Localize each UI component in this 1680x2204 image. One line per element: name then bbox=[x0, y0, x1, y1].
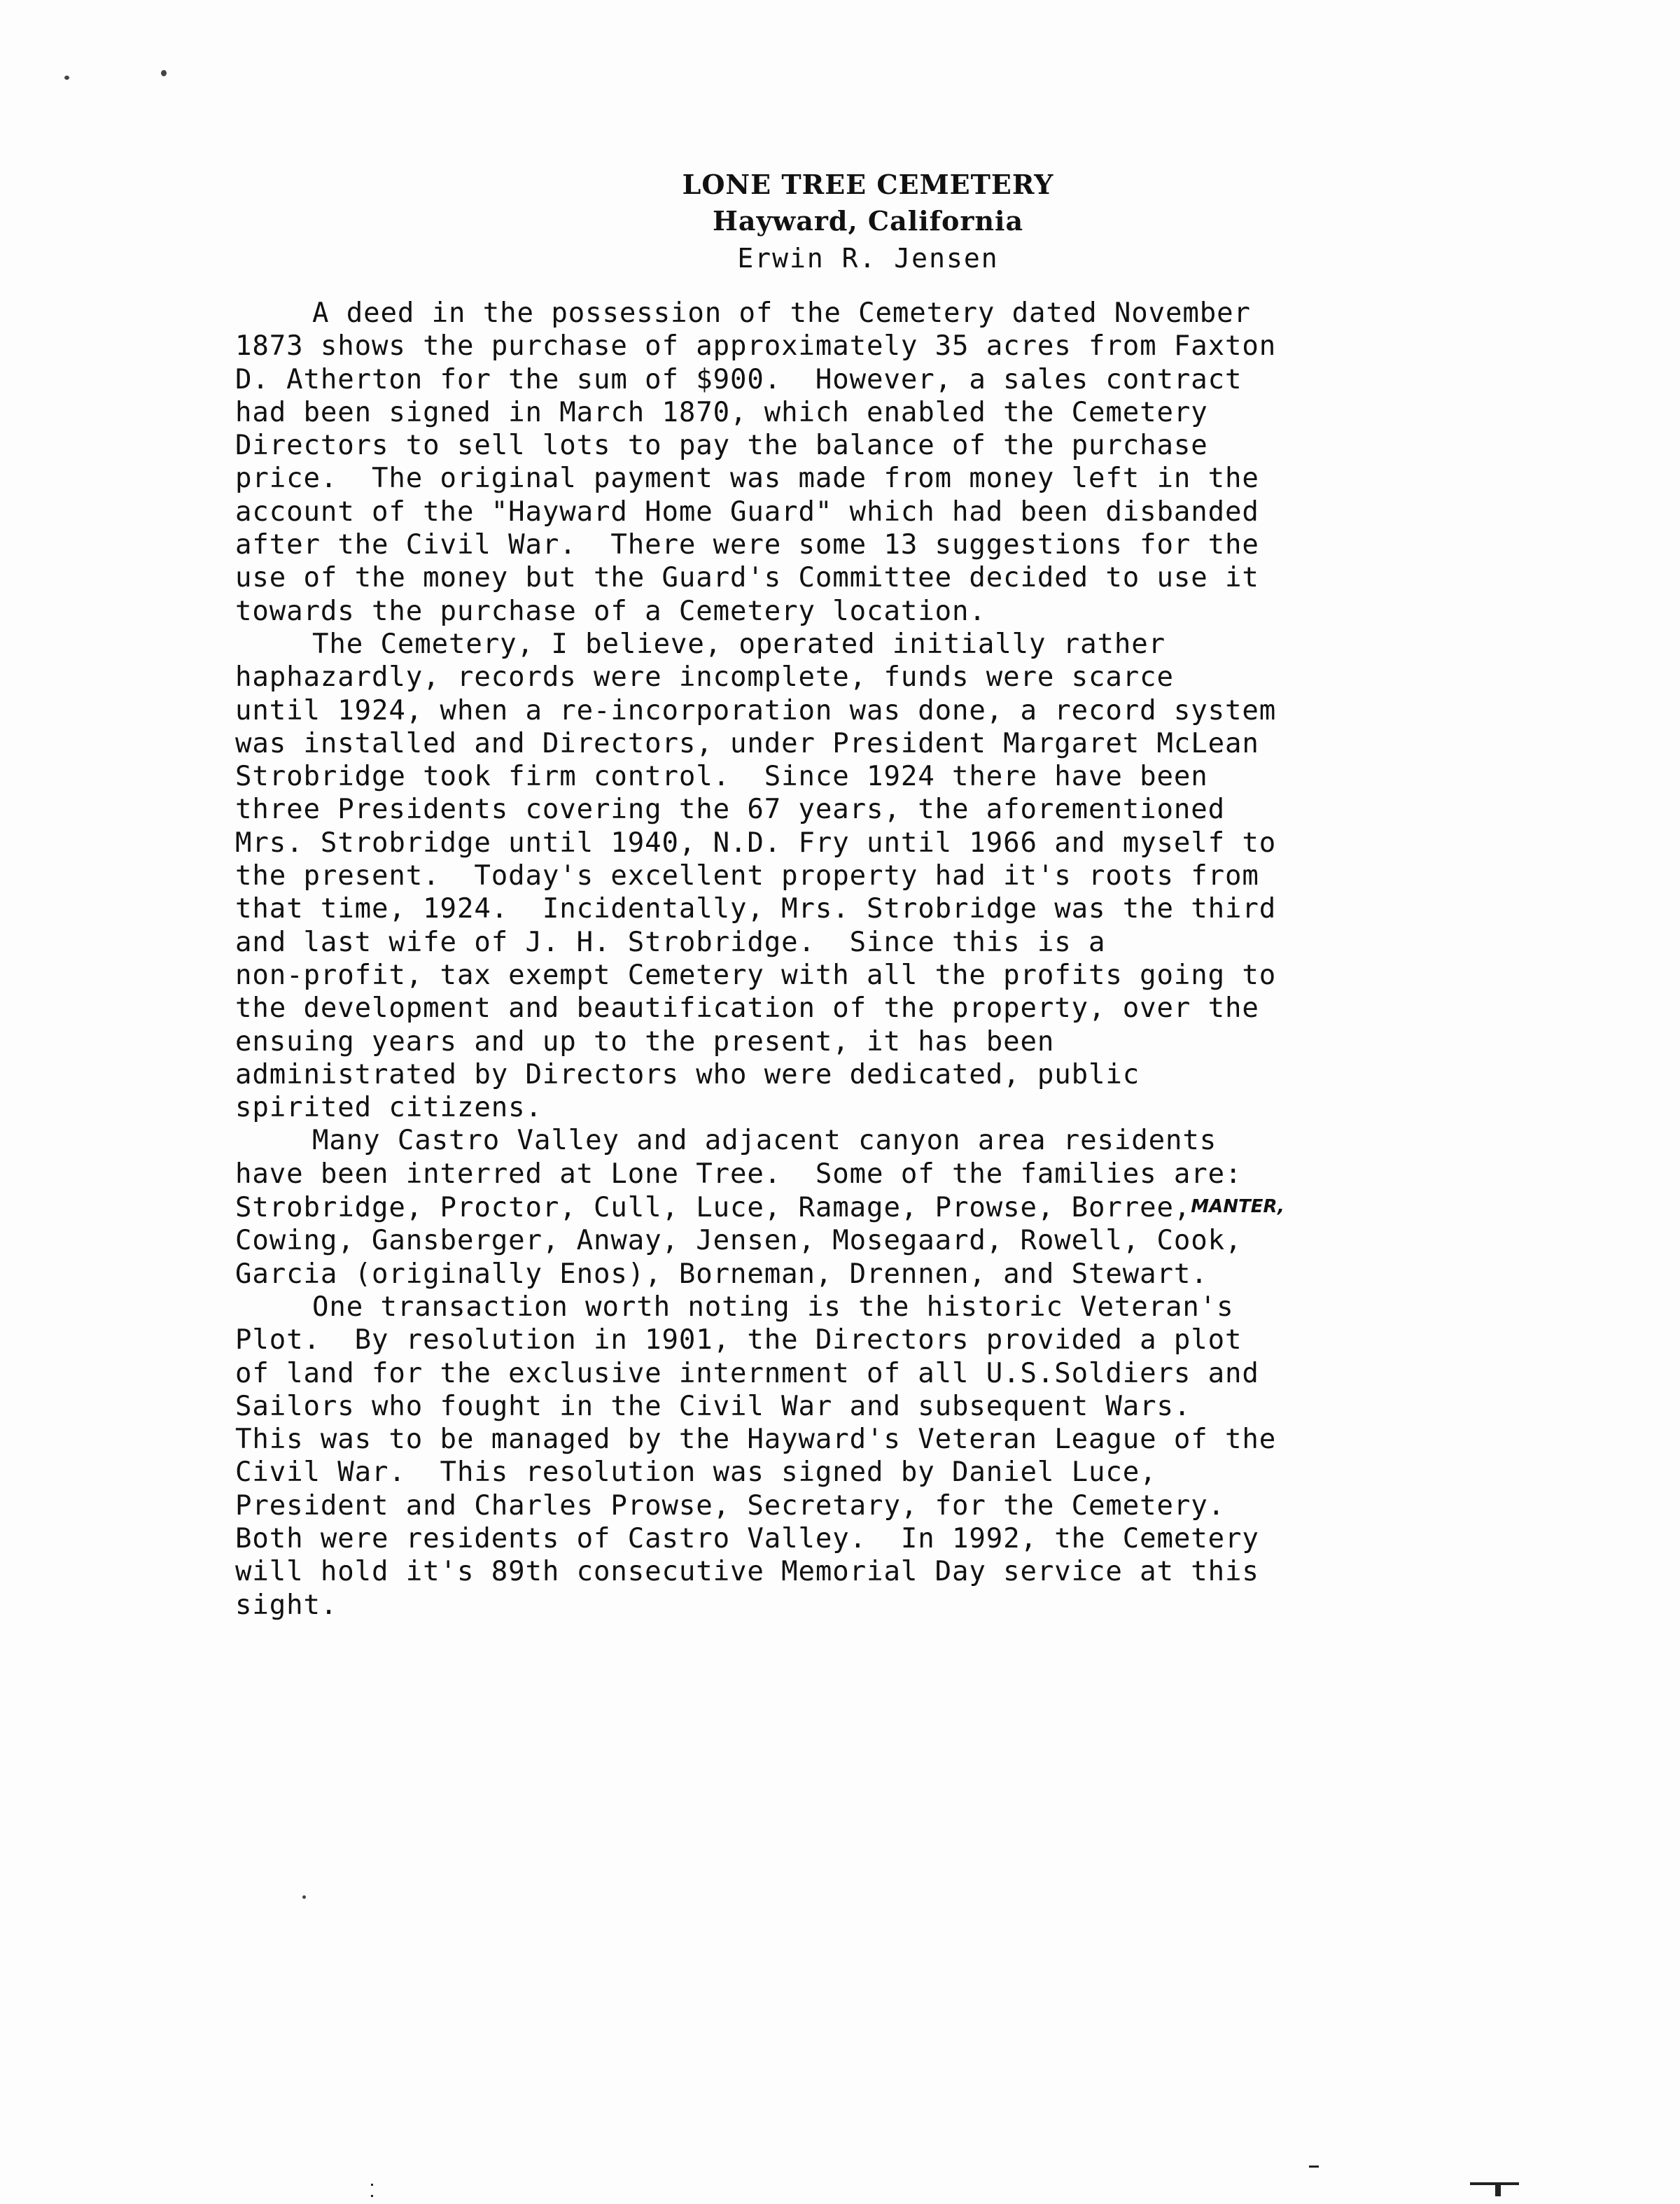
text-line: the present. Today's excellent property had it's roots from bbox=[235, 860, 1259, 892]
text-line: Cowing, Gansberger, Anway, Jensen, Mosegaard, Rowell, Cook, bbox=[235, 1225, 1242, 1257]
text-line: Garcia (originally Enos), Borneman, Drennen, and Stewart. bbox=[235, 1258, 1208, 1290]
text-line: towards the purchase of a Cemetery location. bbox=[235, 595, 986, 627]
text-line: use of the money but the Guard's Committee decided to use it bbox=[235, 562, 1259, 594]
text-line: administrated by Directors who were dedicated, public bbox=[235, 1058, 1140, 1090]
text-line: Civil War. This resolution was signed by Daniel Luce, bbox=[235, 1457, 1157, 1489]
text-line: Plot. By resolution in 1901, the Directors provided a plot bbox=[235, 1324, 1242, 1356]
text-line: price. The original payment was made from money left in the bbox=[235, 463, 1259, 495]
scan-edge-mark bbox=[1470, 2182, 1519, 2185]
text-line: until 1924, when a re-incorporation was done, a record system bbox=[235, 694, 1277, 727]
text-line: Both were residents of Castro Valley. In 1992, the Cemetery bbox=[235, 1522, 1259, 1554]
scan-edge-mark bbox=[1495, 2185, 1501, 2196]
scan-speck bbox=[161, 70, 167, 76]
scan-speck bbox=[64, 76, 69, 80]
text-line: A deed in the possession of the Cemetery dated November bbox=[312, 297, 1251, 329]
text-line: Many Castro Valley and adjacent canyon area residents bbox=[312, 1125, 1217, 1157]
text-line: One transaction worth noting is the historic Veteran's bbox=[312, 1291, 1234, 1323]
text-line: President and Charles Prowse, Secretary, for the Cemetery. bbox=[235, 1489, 1226, 1522]
text-line: that time, 1924. Incidentally, Mrs. Strobridge was the third bbox=[235, 893, 1277, 925]
text-line: ensuing years and up to the present, it has been bbox=[235, 1025, 1055, 1058]
document-body bbox=[235, 297, 1467, 1622]
text-line: haphazardly, records were incomplete, funds were scarce bbox=[235, 661, 1174, 694]
text-line: 1873 shows the purchase of approximately 35 acres from Faxton bbox=[235, 330, 1277, 363]
text-line: The Cemetery, I believe, operated initially rather bbox=[312, 628, 1166, 660]
text-line: Mrs. Strobridge until 1940, N.D. Fry until 1966 and myself to bbox=[235, 827, 1277, 859]
text-line: Directors to sell lots to pay the balance of the purchase bbox=[235, 430, 1208, 462]
text-line: will hold it's 89th consecutive Memorial Day service at this bbox=[235, 1556, 1259, 1588]
text-line: had been signed in March 1870, which enabled the Cemetery bbox=[235, 396, 1208, 428]
text-line: after the Civil War. There were some 13 suggestions for the bbox=[235, 529, 1259, 561]
text-line: spirited citizens. bbox=[235, 1092, 542, 1124]
text-line: Sailors who fought in the Civil War and subsequent Wars. bbox=[235, 1390, 1191, 1422]
text-line: and last wife of J. H. Strobridge. Since this is a bbox=[235, 926, 1106, 958]
text-segment: Strobridge, Proctor, Cull, Luce, Ramage, Prowse, Borree, bbox=[235, 1192, 1191, 1224]
scan-edge-mark bbox=[371, 2184, 373, 2186]
scan-speck bbox=[302, 1895, 306, 1899]
handwritten-annotation: MANTER, bbox=[1191, 1196, 1284, 1218]
text-line: This was to be managed by the Hayward's Veteran League of the bbox=[235, 1424, 1277, 1456]
text-line: D. Atherton for the sum of $900. However, a sales contract bbox=[235, 363, 1242, 395]
text-line: the development and beautification of the property, over the bbox=[235, 992, 1259, 1025]
text-line: was installed and Directors, under President Margaret McLean bbox=[235, 727, 1259, 759]
document-title: LONE TREE CEMETERY bbox=[682, 169, 1054, 200]
text-line: sight. bbox=[235, 1589, 338, 1621]
heading-block bbox=[0, 167, 1680, 277]
text-line: have been interred at Lone Tree. Some of the families are: bbox=[235, 1158, 1242, 1190]
text-line-with-annotation bbox=[235, 1191, 1467, 1224]
text-line: of land for the exclusive internment of all U.S.Soldiers and bbox=[235, 1357, 1259, 1389]
text-line: non-profit, tax exempt Cemetery with all the profits going to bbox=[235, 959, 1277, 991]
document-author: Erwin R. Jensen bbox=[737, 243, 999, 274]
document-subtitle: Hayward, California bbox=[712, 205, 1024, 237]
text-line: Strobridge took firm control. Since 1924 there have been bbox=[235, 761, 1208, 793]
text-line: three Presidents covering the 67 years, the aforementioned bbox=[235, 794, 1226, 826]
scan-edge-mark bbox=[371, 2195, 373, 2197]
text-line: account of the "Hayward Home Guard" which had been disbanded bbox=[235, 496, 1259, 528]
scan-edge-mark bbox=[1309, 2166, 1319, 2168]
